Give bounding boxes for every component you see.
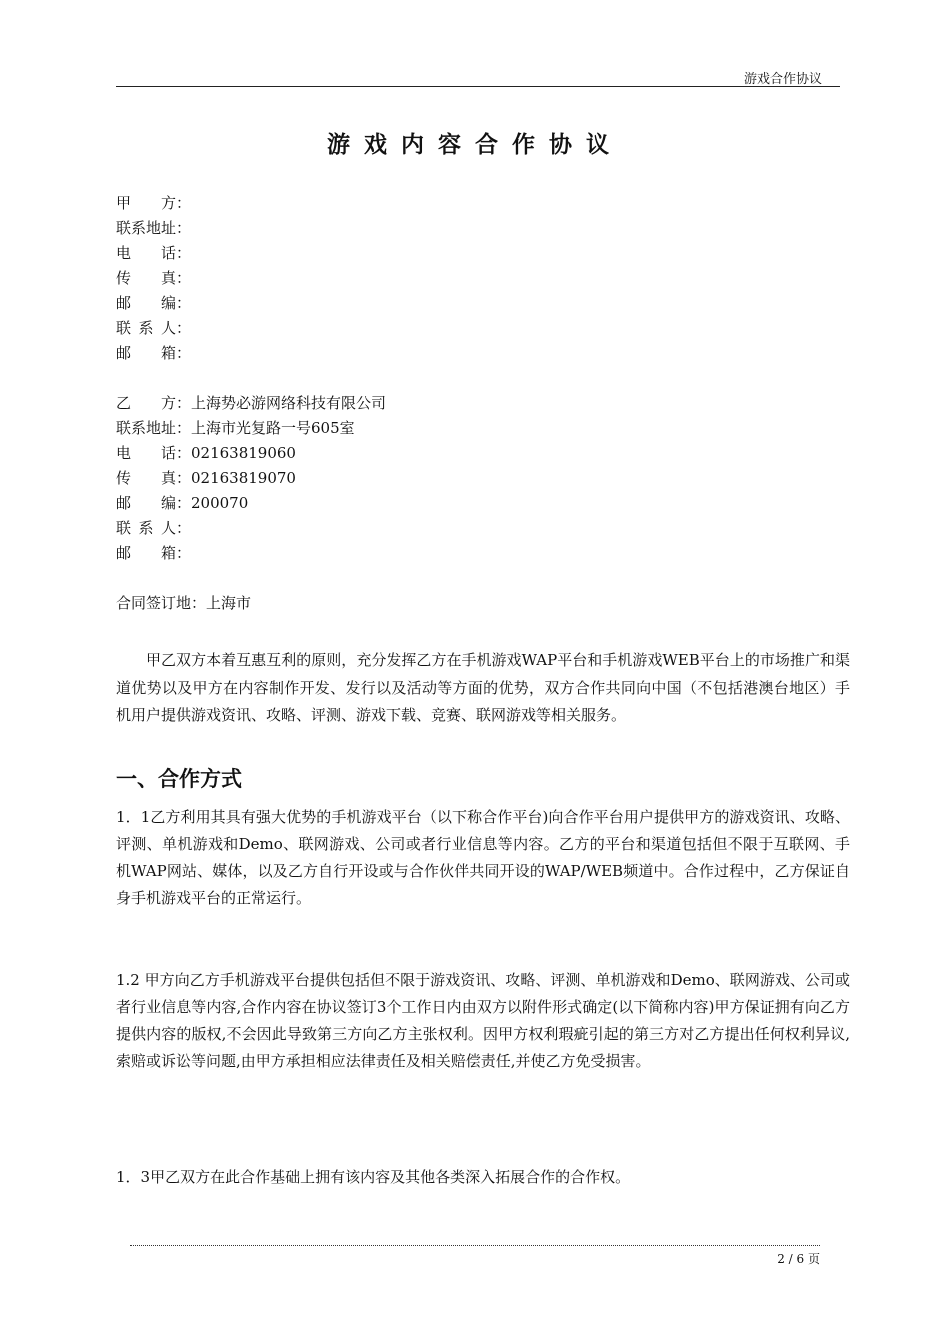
field-row [116,391,386,416]
clause-1-3: 1．3甲乙双方在此合作基础上拥有该内容及其他各类深入拓展合作的合作权。 [116,1168,631,1186]
clause-1-1: 1．1乙方利用其具有强大优势的手机游戏平台（以下称合作平台)向合作平台用户提供甲方的游戏资讯、攻略、评测、单机游戏和Demo、联网游戏、公司或者行业信息等内容。乙方的平台和渠道包括但不限于互联网、手机WAP网站、媒体，以及乙方自行开设或与合作伙伴共同开设的WAP/WEB频道中。合作过程中，乙方保证自身手机游戏平台的正常运行。 [116,808,850,907]
party-b-info [116,391,386,566]
field-row [116,241,191,266]
field-label [116,216,176,241]
field-label-char: 传 [116,269,132,287]
field-label [116,491,176,516]
field-row [116,216,191,241]
field-label [116,466,176,491]
field-row [116,316,191,341]
field-label [116,191,176,216]
signing-place: 合同签订地：上海市 [116,594,252,612]
field-label [116,316,176,341]
field-label [116,541,176,566]
field-value: 上海市光复路一号605室 [191,419,355,437]
field-colon: ： [176,294,192,312]
field-colon: ： [176,519,192,537]
field-label [116,441,176,466]
field-label-char: 传 [116,469,132,487]
field-label-char: 邮 [116,344,132,362]
field-row [116,491,386,516]
field-label-char: 联系地址 [116,419,177,437]
field-label-char: 真 [160,269,176,287]
field-row [116,516,386,541]
field-colon: ： [176,344,192,362]
field-label-char: 联 [116,319,132,337]
field-label-char: 真 [160,469,176,487]
field-label-char: 电 [116,244,132,262]
field-value: 02163819070 [191,469,296,487]
field-label-char: 联系地址 [116,219,177,237]
field-colon: ： [176,469,192,487]
field-label-char: 人 [160,519,176,537]
field-label-char: 邮 [116,494,132,512]
field-colon: ： [176,444,192,462]
field-colon: ： [176,419,192,437]
field-label-char: 电 [116,444,132,462]
field-label-char: 系 [138,519,154,537]
field-label-char: 联 [116,519,132,537]
field-row [116,341,191,366]
field-label [116,241,176,266]
field-label-char: 甲 [116,194,132,212]
field-label-char: 人 [160,319,176,337]
document-title: 游戏内容合作协议 [327,132,623,158]
field-colon: ： [176,194,192,212]
field-label-char: 乙 [116,394,132,412]
party-a-info [116,191,191,366]
footer-rule [130,1245,820,1246]
field-row [116,191,191,216]
field-value: 02163819060 [191,444,296,462]
field-label-char: 话 [160,244,176,262]
running-header-title: 游戏合作协议 [743,72,822,87]
field-label [116,416,176,441]
field-colon: ： [176,219,192,237]
field-row [116,441,386,466]
field-value: 上海势必游网络科技有限公司 [191,394,387,412]
field-label-char: 方 [160,394,176,412]
field-label [116,516,176,541]
intro-paragraph: 甲乙双方本着互惠互利的原则，充分发挥乙方在手机游戏WAP平台和手机游戏WEB平台上的市场推广和渠道优势以及甲方在内容制作开发、发行以及活动等方面的优势，双方合作共同向中国（不包括港澳台地区）手机用户提供游戏资讯、攻略、评测、游戏下载、竞赛、联网游戏等相关服务。 [116,651,850,724]
field-label-char: 邮 [116,544,132,562]
field-colon: ： [176,319,192,337]
clause-1-2: 1.2 甲方向乙方手机游戏平台提供包括但不限于游戏资讯、攻略、评测、单机游戏和Demo、联网游戏、公司或者行业信息等内容,合作内容在协议签订3个工作日内由双方以附件形式确定(以下简称内容)甲方保证拥有向乙方提供内容的版权,不会因此导致第三方向乙方主张权利。因甲方权利瑕疵引起的第三方对乙方提出任何权利异议,索赔或诉讼等问题,由甲方承担相应法律责任及相关赔偿责任,并使乙方免受损害。 [116,971,850,1070]
page-number: 2 / 6 页 [777,1252,820,1266]
field-label [116,266,176,291]
field-label-char: 邮 [116,294,132,312]
field-label-char: 系 [138,319,154,337]
field-label-char: 编 [160,294,176,312]
field-colon: ： [176,544,192,562]
field-colon: ： [176,394,192,412]
field-row [116,466,386,491]
field-row [116,416,386,441]
field-label-char: 话 [160,444,176,462]
field-label-char: 编 [160,494,176,512]
field-value: 200070 [191,494,249,512]
field-colon: ： [176,269,192,287]
field-label-char: 方 [160,194,176,212]
field-label [116,391,176,416]
field-row [116,266,191,291]
field-label [116,341,176,366]
field-colon: ： [176,244,192,262]
field-row [116,541,386,566]
field-label [116,291,176,316]
field-label-char: 箱 [160,544,176,562]
field-colon: ： [176,494,192,512]
field-row [116,291,191,316]
section-heading-cooperation: 一、合作方式 [116,767,242,791]
field-label-char: 箱 [160,344,176,362]
header-rule [116,86,840,87]
